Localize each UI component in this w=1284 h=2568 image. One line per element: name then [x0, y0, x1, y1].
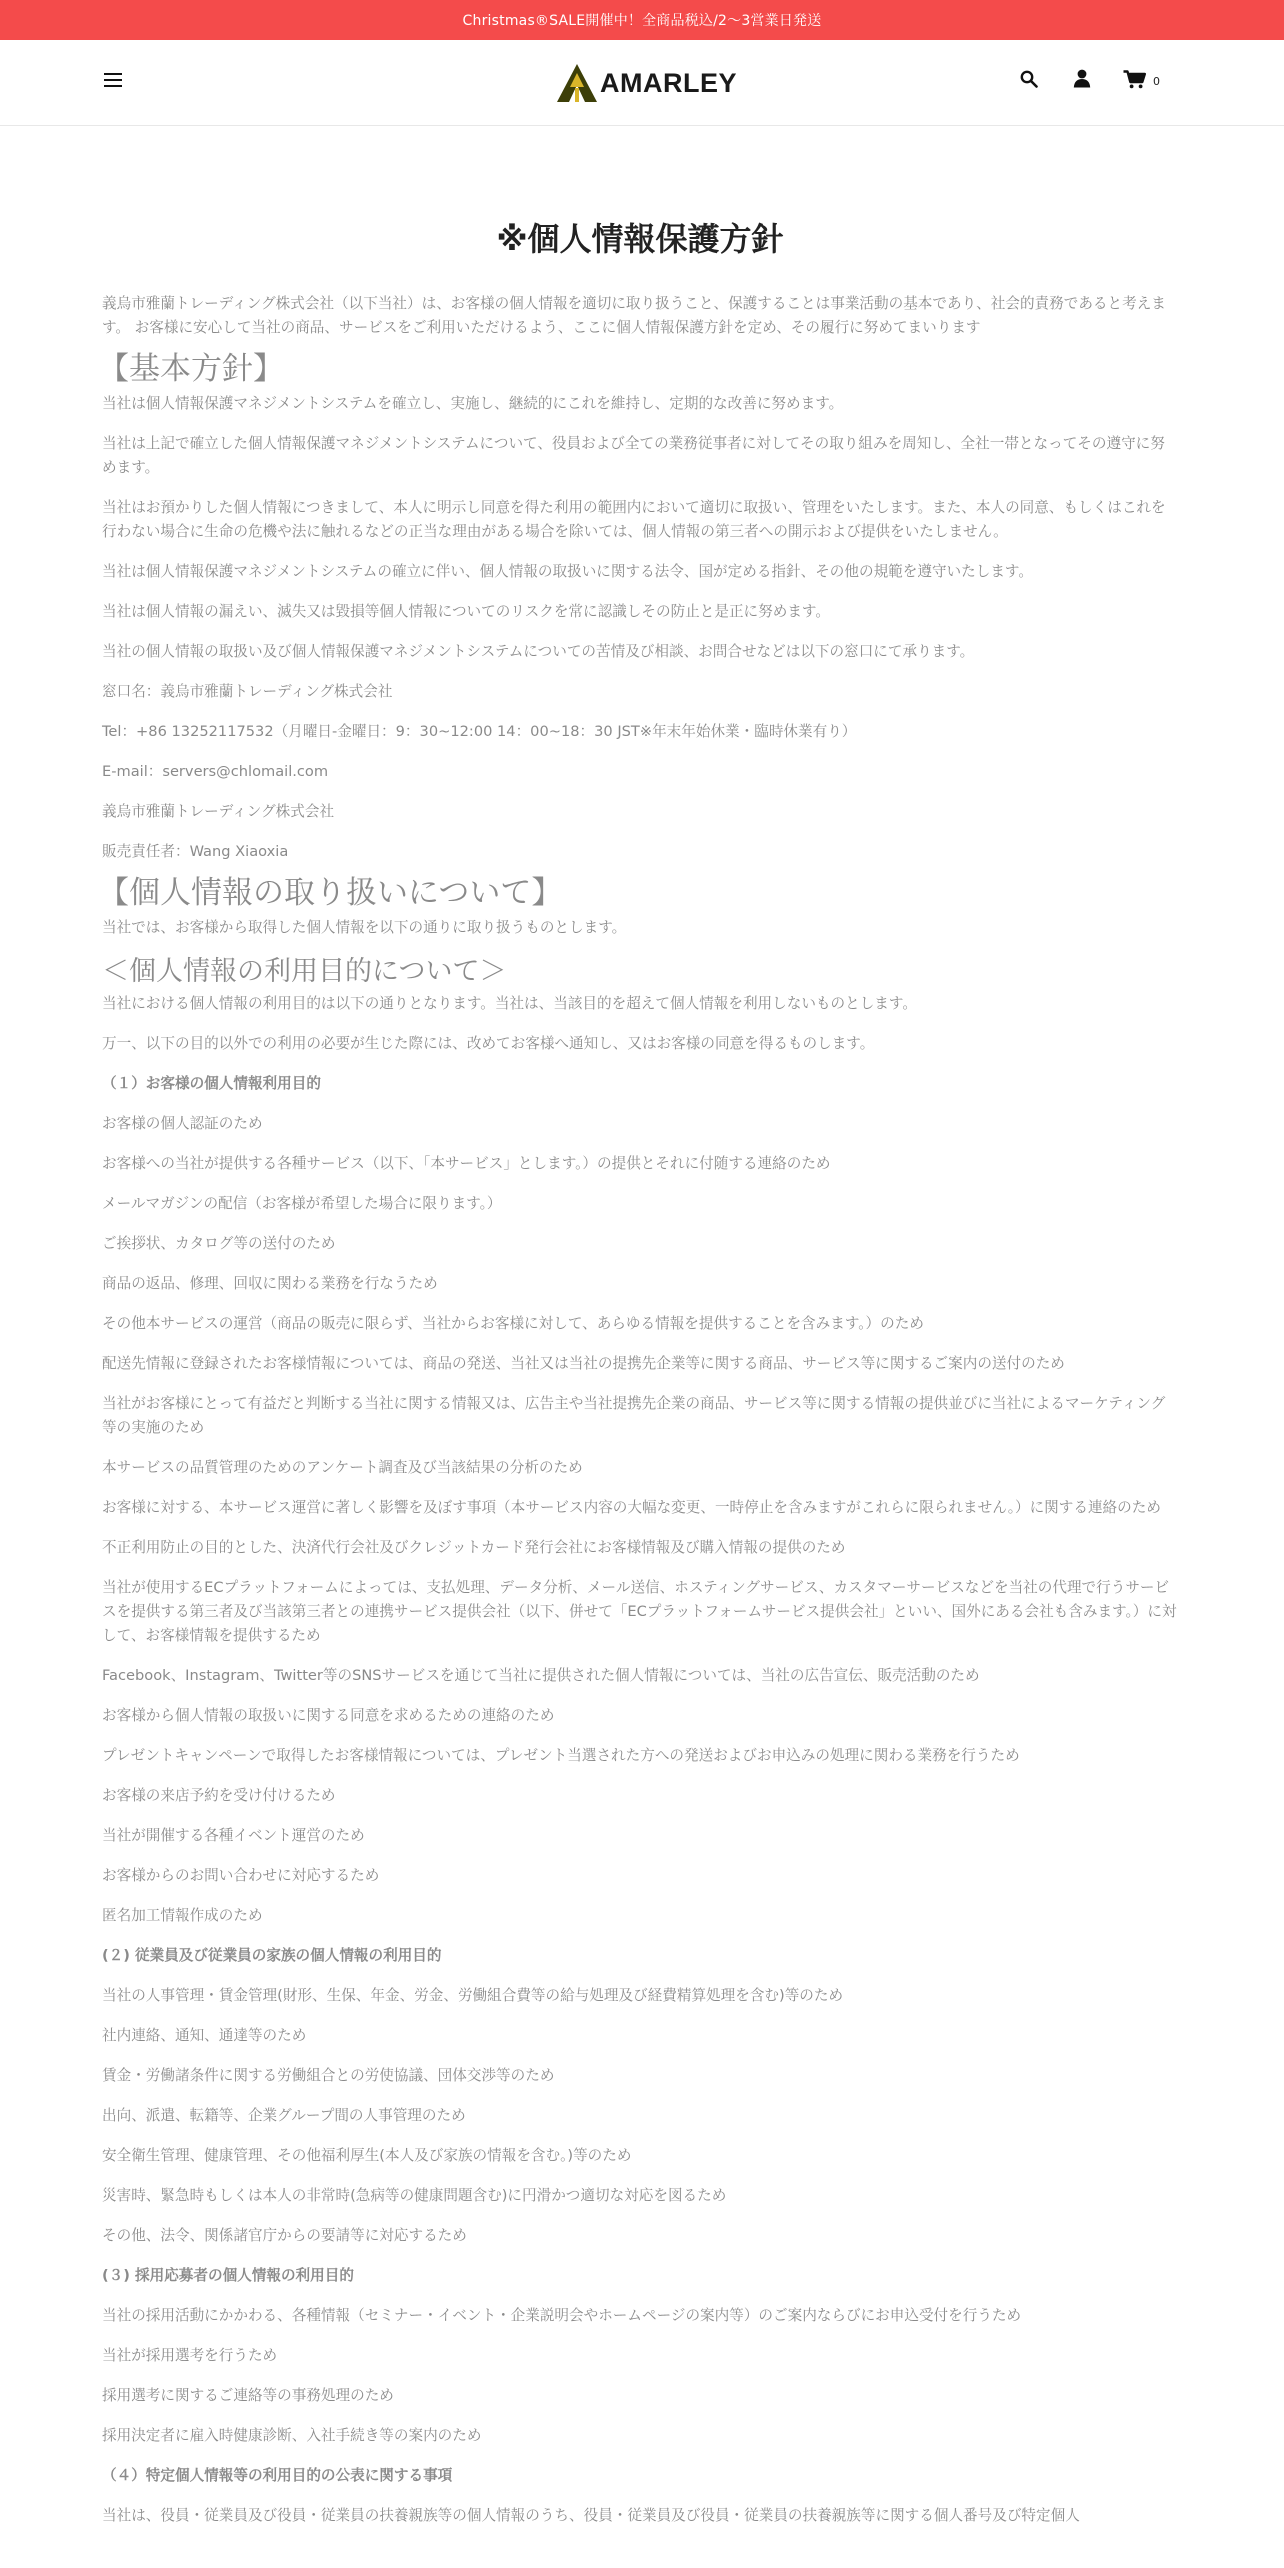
policy-content — [98, 214, 1178, 2528]
section-heading: 【個人情報の取り扱いについて】 — [98, 875, 563, 911]
policy-paragraph: 義烏市雅蘭トレーディング株式会社（以下当社）は、お客様の個人情報を適切に取り扱うこと、保護することは事業活動の基本であり、社会的責務であると考えます。 お客様に安心して当社の商品、サービスをご利用いただけるよう、ここに個人情報保護方針を定め、その履行に努めてまいります — [102, 295, 1166, 336]
account-icon[interactable] — [1073, 69, 1091, 88]
site-header — [0, 40, 1284, 126]
announcement-bar — [0, 0, 1284, 40]
cart-count: 0 — [1153, 75, 1160, 88]
list-heading: (３) 採用応募者の個人情報の利用目的 — [102, 2267, 354, 2284]
policy-paragraph: 出向、派遣、転籍等、企業グループ間の人事管理のため — [102, 2107, 466, 2124]
policy-paragraph: お客様から個人情報の取扱いに関する同意を求めるための連絡のため — [102, 1707, 555, 1724]
policy-paragraph: その他本サービスの運営（商品の販売に限らず、当社からお客様に対して、あらゆる情報を提供することを含みます。）のため — [102, 1315, 924, 1332]
policy-paragraph: お客様からのお問い合わせに対応するため — [102, 1867, 380, 1884]
policy-paragraph: お客様への当社が提供する各種サービス（以下、「本サービス」とします。）の提供とそれに付随する連絡のため — [102, 1155, 831, 1172]
list-heading: （４）特定個人情報等の利用目的の公表に関する事項 — [102, 2467, 453, 2484]
policy-paragraph: お客様に対する、本サービス運営に著しく影響を及ぼす事項（本サービス内容の大幅な変更、一時停止を含みますがこれらに限られません。）に関する連絡のため — [102, 1499, 1161, 1516]
list-heading: (２) 従業員及び従業員の家族の個人情報の利用目的 — [102, 1947, 442, 1964]
policy-paragraph: E-mail：servers@chlomail.com — [102, 763, 329, 780]
policy-paragraph: 万一、以下の目的以外での利用の必要が生じた際には、改めてお客様へ通知し、又はお客様の同意を得るものします。 — [102, 1035, 875, 1052]
policy-paragraph: 災害時、緊急時もしくは本人の非常時(急病等の健康問題含む)に円滑かつ適切な対応を図るため — [102, 2187, 727, 2204]
policy-paragraph: 当社が使用するECプラットフォームによっては、支払処理、データ分析、メール送信、ホスティングサービス、カスタマーサービスなどを当社の代理で行うサービスを提供する第三者及び当該第三者との連携サービス提供会社（以下、併せて「ECプラットフォームサービス提供会社」といい、国外にある会社も含みます。）に対して、お客様情報を提供するため — [102, 1579, 1177, 1644]
policy-paragraph: 当社は上記で確立した個人情報保護マネジメントシステムについて、役員および全ての業務従事者に対してその取り組みを周知し、全社一帯となってその遵守に努めます。 — [102, 435, 1165, 476]
policy-paragraph: 本サービスの品質管理のためのアンケート調査及び当該結果の分析のため — [102, 1459, 583, 1476]
list-heading: （１）お客様の個人情報利用目的 — [102, 1075, 321, 1092]
brand-logo[interactable] — [556, 62, 737, 104]
menu-icon[interactable] — [104, 73, 122, 87]
policy-paragraph: 社内連絡、通知、通達等のため — [102, 2027, 307, 2044]
policy-paragraph: 販売責任者：Wang Xiaoxia — [102, 843, 289, 860]
policy-paragraph: 不正利用防止の目的とした、決済代行会社及びクレジットカード発行会社にお客様情報及び購入情報の提供のため — [102, 1539, 846, 1556]
policy-paragraph: 当社は、役員・従業員及び役員・従業員の扶養親族等の個人情報のうち、役員・従業員及び役員・従業員の扶養親族等に関する個人番号及び特定個人 — [102, 2507, 1080, 2524]
policy-paragraph: 義烏市雅蘭トレーディング株式会社 — [102, 803, 335, 820]
policy-paragraph: 窓口名：義烏市雅蘭トレーディング株式会社 — [102, 683, 393, 700]
policy-paragraph: 匿名加工情報作成のため — [102, 1907, 263, 1924]
announcement-text: Christmas®SALE開催中！全商品税込/2〜3営業日発送 — [462, 13, 822, 29]
policy-paragraph: 当社の個人情報の取扱い及び個人情報保護マネジメントシステムについての苦情及び相談、お問合せなどは以下の窓口にて承ります。 — [102, 643, 975, 660]
policy-paragraph: 採用決定者に雇入時健康診断、入社手続き等の案内のため — [102, 2427, 482, 2444]
policy-paragraph: 当社では、お客様から取得した個人情報を以下の通りに取り扱うものとします。 — [102, 919, 627, 936]
policy-paragraph: 当社は個人情報保護マネジメントシステムの確立に伴い、個人情報の取扱いに関する法令、国が定める指針、その他の規範を遵守いたします。 — [102, 563, 1033, 580]
page-title: ※個人情報保護方針 — [496, 220, 784, 258]
policy-paragraph: 当社が開催する各種イベント運営のため — [102, 1827, 365, 1844]
policy-paragraph: 商品の返品、修理、回収に関わる業務を行なうため — [102, 1275, 438, 1292]
policy-paragraph: プレゼントキャンペーンで取得したお客様情報については、プレゼント当選された方への発送およびお申込みの処理に関わる業務を行うため — [102, 1747, 1020, 1764]
policy-paragraph: Facebook、Instagram、Twitter等のSNSサービスを通じて当社に提供された個人情報については、当社の広告宣伝、販売活動のため — [102, 1667, 980, 1684]
policy-paragraph: 採用選考に関するご連絡等の事務処理のため — [102, 2387, 394, 2404]
policy-paragraph: 当社の人事管理・賃金管理(財形、生保、年金、労金、労働組合費等の給与処理及び経費精算処理を含む)等のため — [102, 1987, 844, 2004]
section-heading: 【基本方針】 — [98, 351, 284, 387]
policy-paragraph: お客様の来店予約を受け付けるため — [102, 1787, 336, 1804]
logo-mark-icon — [556, 63, 598, 103]
search-icon[interactable] — [1020, 70, 1038, 88]
brand-name: AMARLEY — [600, 67, 737, 98]
policy-paragraph: 当社は個人情報保護マネジメントシステムを確立し、実施し、継続的にこれを維持し、定期的な改善に努めます。 — [102, 395, 844, 412]
policy-paragraph: Tel：+86 13252117532（月曜日-金曜日：9：30~12:00 14：00~18：30 JST※年末年始休業・臨時休業有り） — [102, 723, 857, 740]
policy-body — [98, 292, 1178, 2528]
policy-paragraph: お客様の個人認証のため — [102, 1115, 263, 1132]
policy-paragraph: 賃金・労働諸条件に関する労働組合との労使協議、団体交渉等のため — [102, 2067, 555, 2084]
subsection-heading: ＜個人情報の利用目的について＞ — [102, 956, 507, 987]
policy-paragraph: 当社は個人情報の漏えい、滅失又は毀損等個人情報についてのリスクを常に認識しその防止と是正に努めます。 — [102, 603, 830, 620]
policy-paragraph: 当社がお客様にとって有益だと判断する当社に関する情報又は、広告主や当社提携先企業の商品、サービス等に関する情報の提供並びに当社によるマーケティング等の実施のため — [102, 1395, 1166, 1436]
cart-icon[interactable] — [1123, 70, 1146, 89]
policy-paragraph: メールマガジンの配信（お客様が希望した場合に限ります。） — [102, 1195, 502, 1212]
policy-paragraph: 安全衛生管理、健康管理、その他福利厚生(本人及び家族の情報を含む。)等のため — [102, 2147, 632, 2164]
policy-paragraph: その他、法令、関係諸官庁からの要請等に対応するため — [102, 2227, 467, 2244]
policy-paragraph: 配送先情報に登録されたお客様情報については、商品の発送、当社又は当社の提携先企業等に関する商品、サービス等に関するご案内の送付のため — [102, 1355, 1065, 1372]
policy-paragraph: 当社における個人情報の利用目的は以下の通りとなります。当社は、当該目的を超えて個人情報を利用しないものとします。 — [102, 995, 917, 1012]
policy-paragraph: 当社はお預かりした個人情報につきまして、本人に明示し同意を得た利用の範囲内において適切に取扱い、管理をいたします。また、本人の同意、もしくはこれを行わない場合に生命の危機や法に触れるなどの正当な理由がある場合を除いては、個人情報の第三者への開示および提供をいたしません。 — [102, 499, 1166, 540]
policy-paragraph: ご挨拶状、カタログ等の送付のため — [102, 1235, 336, 1252]
policy-paragraph: 当社が採用選考を行うため — [102, 2347, 278, 2364]
policy-paragraph: 当社の採用活動にかかわる、各種情報（セミナー・イベント・企業説明会やホームページの案内等）のご案内ならびにお申込受付を行うため — [102, 2307, 1022, 2324]
